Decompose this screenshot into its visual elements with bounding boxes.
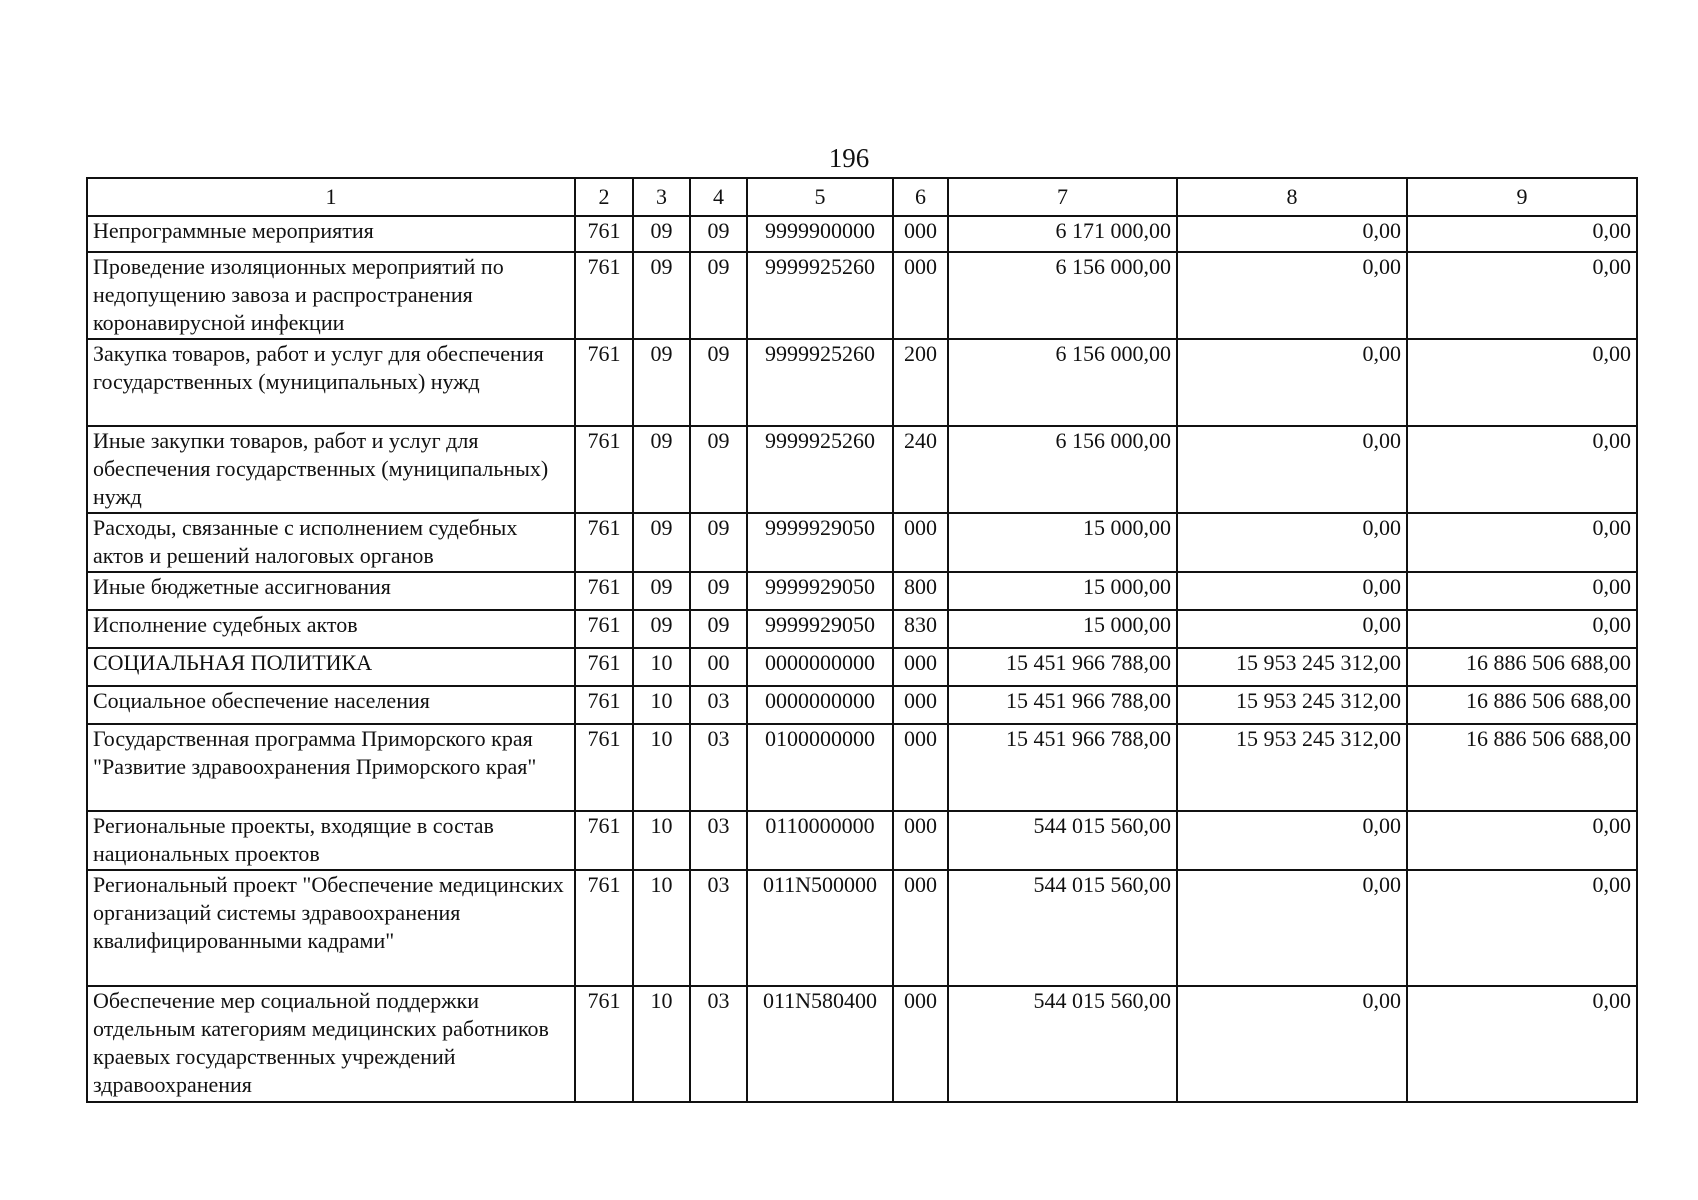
page-number: 196: [828, 143, 870, 173]
row-name-cell: Региональный проект "Обеспечение медицинских организаций системы здравоохранения квалифицированными кадрами": [87, 870, 575, 986]
amount-col9-cell: 0,00: [1407, 870, 1637, 986]
expense-type-cell: 000: [893, 870, 948, 986]
row-name-cell: Закупка товаров, работ и услуг для обеспечения государственных (муниципальных) нужд: [87, 339, 575, 426]
row-name-cell: СОЦИАЛЬНАЯ ПОЛИТИКА: [87, 648, 575, 686]
target-article-cell: 9999929050: [747, 610, 893, 648]
subsection-code-cell: 03: [690, 986, 747, 1102]
subsection-code-cell: 09: [690, 252, 747, 339]
amount-col9-cell: 16 886 506 688,00: [1407, 686, 1637, 724]
amount-col7-cell: 15 451 966 788,00: [948, 686, 1177, 724]
amount-col9-cell: 0,00: [1407, 986, 1637, 1102]
section-code-cell: 09: [633, 610, 690, 648]
amount-col7-cell: 544 015 560,00: [948, 811, 1177, 870]
amount-col8-cell: 0,00: [1177, 572, 1407, 610]
ministry-code-cell: 761: [575, 986, 633, 1102]
row-name-cell: Расходы, связанные с исполнением судебных актов и решений налоговых органов: [87, 513, 575, 572]
row-name-cell: Социальное обеспечение населения: [87, 686, 575, 724]
column-header: 3: [633, 178, 690, 216]
amount-col8-cell: 15 953 245 312,00: [1177, 686, 1407, 724]
subsection-code-cell: 00: [690, 648, 747, 686]
column-header: 8: [1177, 178, 1407, 216]
column-header: 9: [1407, 178, 1637, 216]
target-article-cell: 0110000000: [747, 811, 893, 870]
amount-col7-cell: 6 156 000,00: [948, 252, 1177, 339]
section-code-cell: 09: [633, 426, 690, 513]
amount-col9-cell: 0,00: [1407, 572, 1637, 610]
table-row: [87, 724, 1637, 811]
ministry-code-cell: 761: [575, 426, 633, 513]
table-row: [87, 572, 1637, 610]
subsection-code-cell: 09: [690, 426, 747, 513]
target-article-cell: 9999925260: [747, 426, 893, 513]
ministry-code-cell: 761: [575, 610, 633, 648]
column-header: 2: [575, 178, 633, 216]
expense-type-cell: 200: [893, 339, 948, 426]
target-article-cell: 0000000000: [747, 648, 893, 686]
ministry-code-cell: 761: [575, 252, 633, 339]
table-row: [87, 252, 1637, 339]
ministry-code-cell: 761: [575, 513, 633, 572]
amount-col9-cell: 0,00: [1407, 811, 1637, 870]
amount-col9-cell: 0,00: [1407, 339, 1637, 426]
section-code-cell: 10: [633, 811, 690, 870]
amount-col9-cell: 0,00: [1407, 513, 1637, 572]
section-code-cell: 10: [633, 648, 690, 686]
row-name-cell: Обеспечение мер социальной поддержки отдельным категориям медицинских работников краевых государственных учреждений здравоохранения: [87, 986, 575, 1102]
row-name-cell: Исполнение судебных актов: [87, 610, 575, 648]
expense-type-cell: 240: [893, 426, 948, 513]
expense-type-cell: 000: [893, 513, 948, 572]
amount-col7-cell: 15 000,00: [948, 572, 1177, 610]
amount-col7-cell: 544 015 560,00: [948, 870, 1177, 986]
table-row: [87, 648, 1637, 686]
section-code-cell: 10: [633, 724, 690, 811]
amount-col8-cell: 0,00: [1177, 870, 1407, 986]
section-code-cell: 09: [633, 339, 690, 426]
row-name-cell: Непрограммные мероприятия: [87, 216, 575, 252]
table-row: [87, 426, 1637, 513]
table-row: [87, 513, 1637, 572]
ministry-code-cell: 761: [575, 724, 633, 811]
table-row: [87, 686, 1637, 724]
amount-col8-cell: 0,00: [1177, 339, 1407, 426]
amount-col7-cell: 6 156 000,00: [948, 426, 1177, 513]
table-row: [87, 339, 1637, 426]
row-name-cell: Государственная программа Приморского края "Развитие здравоохранения Приморского края": [87, 724, 575, 811]
target-article-cell: 9999929050: [747, 513, 893, 572]
table-header-row: [87, 178, 1637, 216]
subsection-code-cell: 09: [690, 572, 747, 610]
amount-col8-cell: 0,00: [1177, 252, 1407, 339]
expense-type-cell: 000: [893, 648, 948, 686]
amount-col8-cell: 0,00: [1177, 610, 1407, 648]
column-header: 1: [87, 178, 575, 216]
amount-col8-cell: 0,00: [1177, 216, 1407, 252]
subsection-code-cell: 03: [690, 724, 747, 811]
amount-col8-cell: 0,00: [1177, 811, 1407, 870]
section-code-cell: 09: [633, 572, 690, 610]
row-name-cell: Региональные проекты, входящие в состав национальных проектов: [87, 811, 575, 870]
expense-type-cell: 000: [893, 724, 948, 811]
amount-col7-cell: 544 015 560,00: [948, 986, 1177, 1102]
amount-col8-cell: 15 953 245 312,00: [1177, 724, 1407, 811]
column-header: 7: [948, 178, 1177, 216]
expense-type-cell: 800: [893, 572, 948, 610]
ministry-code-cell: 761: [575, 216, 633, 252]
target-article-cell: 011N580400: [747, 986, 893, 1102]
expense-type-cell: 000: [893, 986, 948, 1102]
expense-type-cell: 830: [893, 610, 948, 648]
target-article-cell: 0000000000: [747, 686, 893, 724]
amount-col7-cell: 6 156 000,00: [948, 339, 1177, 426]
expense-type-cell: 000: [893, 686, 948, 724]
ministry-code-cell: 761: [575, 870, 633, 986]
target-article-cell: 9999929050: [747, 572, 893, 610]
target-article-cell: 9999925260: [747, 252, 893, 339]
section-code-cell: 09: [633, 252, 690, 339]
target-article-cell: 9999925260: [747, 339, 893, 426]
expense-type-cell: 000: [893, 216, 948, 252]
amount-col7-cell: 6 171 000,00: [948, 216, 1177, 252]
target-article-cell: 011N500000: [747, 870, 893, 986]
table-row: [87, 986, 1637, 1102]
subsection-code-cell: 03: [690, 811, 747, 870]
amount-col9-cell: 16 886 506 688,00: [1407, 724, 1637, 811]
row-name-cell: Иные бюджетные ассигнования: [87, 572, 575, 610]
target-article-cell: 9999900000: [747, 216, 893, 252]
ministry-code-cell: 761: [575, 686, 633, 724]
amount-col9-cell: 0,00: [1407, 426, 1637, 513]
section-code-cell: 10: [633, 986, 690, 1102]
amount-col9-cell: 16 886 506 688,00: [1407, 648, 1637, 686]
ministry-code-cell: 761: [575, 339, 633, 426]
subsection-code-cell: 09: [690, 513, 747, 572]
ministry-code-cell: 761: [575, 572, 633, 610]
subsection-code-cell: 09: [690, 610, 747, 648]
section-code-cell: 09: [633, 216, 690, 252]
amount-col8-cell: 0,00: [1177, 513, 1407, 572]
row-name-cell: Иные закупки товаров, работ и услуг для обеспечения государственных (муниципальных) нужд: [87, 426, 575, 513]
column-header: 5: [747, 178, 893, 216]
ministry-code-cell: 761: [575, 648, 633, 686]
table-row: [87, 811, 1637, 870]
expense-type-cell: 000: [893, 252, 948, 339]
amount-col8-cell: 0,00: [1177, 426, 1407, 513]
ministry-code-cell: 761: [575, 811, 633, 870]
table-row: [87, 610, 1637, 648]
budget-table: [86, 177, 1638, 1103]
amount-col8-cell: 15 953 245 312,00: [1177, 648, 1407, 686]
amount-col8-cell: 0,00: [1177, 986, 1407, 1102]
column-header: 6: [893, 178, 948, 216]
row-name-cell: Проведение изоляционных мероприятий по недопущению завоза и распространения коронавирусной инфекции: [87, 252, 575, 339]
table-row: [87, 870, 1637, 986]
subsection-code-cell: 03: [690, 686, 747, 724]
amount-col9-cell: 0,00: [1407, 216, 1637, 252]
amount-col7-cell: 15 451 966 788,00: [948, 648, 1177, 686]
amount-col7-cell: 15 000,00: [948, 513, 1177, 572]
section-code-cell: 09: [633, 513, 690, 572]
column-header: 4: [690, 178, 747, 216]
amount-col9-cell: 0,00: [1407, 610, 1637, 648]
amount-col7-cell: 15 451 966 788,00: [948, 724, 1177, 811]
section-code-cell: 10: [633, 870, 690, 986]
amount-col7-cell: 15 000,00: [948, 610, 1177, 648]
amount-col9-cell: 0,00: [1407, 252, 1637, 339]
subsection-code-cell: 09: [690, 216, 747, 252]
section-code-cell: 10: [633, 686, 690, 724]
subsection-code-cell: 09: [690, 339, 747, 426]
table-row: [87, 216, 1637, 252]
expense-type-cell: 000: [893, 811, 948, 870]
target-article-cell: 0100000000: [747, 724, 893, 811]
subsection-code-cell: 03: [690, 870, 747, 986]
